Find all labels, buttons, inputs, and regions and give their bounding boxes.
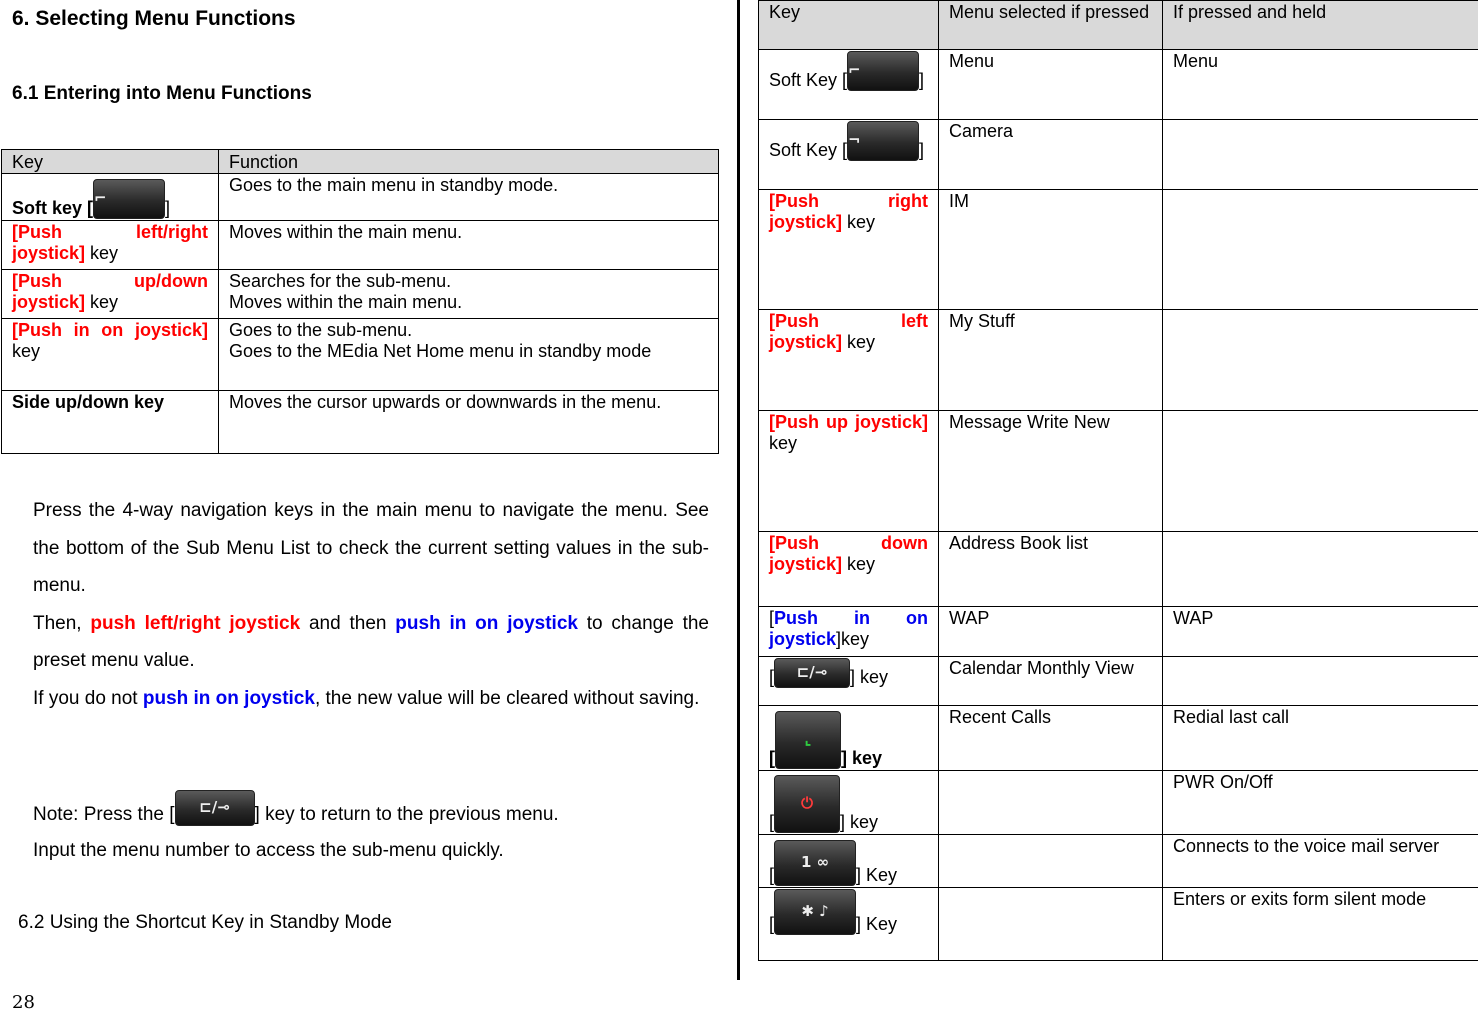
held-cell: [1163, 657, 1478, 706]
held-cell: [1163, 120, 1478, 190]
menu-cell: Camera: [939, 120, 1163, 190]
function-cell: Searches for the sub-menu. Moves within the main menu.: [219, 270, 719, 319]
soft-key-left-icon: ⌐: [847, 51, 919, 91]
header-menu: Menu selected if pressed: [939, 1, 1163, 50]
soft-key-right-icon: ¬: [847, 121, 919, 161]
key-cell: [Push up/down joystick] key: [2, 270, 219, 319]
header-held: If pressed and held: [1163, 1, 1478, 50]
key-cell: [Push up joystick] key: [759, 411, 939, 532]
star-key-icon: ✱ ♪: [774, 889, 856, 935]
menu-cell: [939, 888, 1163, 961]
table-row: [2, 391, 719, 454]
key-cell: [Push in on joystick]key: [759, 607, 939, 657]
end-key-icon: ⏻: [774, 775, 840, 833]
key-cell: [Push right joystick] key: [759, 190, 939, 310]
held-cell: [1163, 310, 1478, 411]
menu-cell: Menu: [939, 50, 1163, 120]
key-cell: [ 1 ∞ ] Key: [759, 835, 939, 888]
table-header-row: [2, 150, 719, 174]
table-row: [759, 190, 1478, 310]
key-cell: [ ✱ ♪ ] Key: [759, 888, 939, 961]
header-key: Key: [759, 1, 939, 50]
held-cell: Connects to the voice mail server: [1163, 835, 1478, 888]
table-row: [759, 835, 1478, 888]
table-row: [759, 888, 1478, 961]
table-row: [759, 771, 1478, 835]
held-cell: PWR On/Off: [1163, 771, 1478, 835]
function-cell: Goes to the sub-menu. Goes to the MEdia Net Home menu in standby mode: [219, 319, 719, 391]
key-cell: [Push down joystick] key: [759, 532, 939, 607]
table-row: [759, 310, 1478, 411]
function-cell: Goes to the main menu in standby mode.: [219, 174, 719, 221]
menu-cell: Message Write New: [939, 411, 1163, 532]
held-cell: [1163, 190, 1478, 310]
held-cell: Menu: [1163, 50, 1478, 120]
key-cell: Soft Key [ ⌐ ]: [759, 50, 939, 120]
page-number: 28: [12, 992, 35, 1012]
table-row: [759, 706, 1478, 771]
table-row: [2, 319, 719, 391]
key-cell: [ ⏻ ] key: [759, 771, 939, 835]
header-key: Key: [2, 150, 219, 174]
menu-cell: [939, 835, 1163, 888]
table-row: [759, 411, 1478, 532]
key-cell: Soft Key [ ¬ ]: [759, 120, 939, 190]
note-line-2: Input the menu number to access the sub-menu quickly.: [33, 840, 504, 861]
note-line: Note: Press the [ ⊏/⊸ ] key to return to the previous menu.: [33, 790, 559, 826]
clear-back-key-icon: ⊏/⊸: [774, 658, 850, 688]
table-row: [2, 174, 719, 221]
clear-back-key-icon: ⊏/⊸: [175, 790, 255, 826]
menu-cell: WAP: [939, 607, 1163, 657]
one-voicemail-key-icon: 1 ∞: [774, 840, 856, 886]
column-divider: [737, 0, 740, 980]
held-cell: [1163, 411, 1478, 532]
table-row: [759, 50, 1478, 120]
key-cell: [Push left/right joystick] key: [2, 221, 219, 270]
key-function-table: [1, 149, 719, 454]
held-cell: [1163, 532, 1478, 607]
menu-cell: Calendar Monthly View: [939, 657, 1163, 706]
menu-cell: Address Book list: [939, 532, 1163, 607]
page-title: 6. Selecting Menu Functions: [12, 7, 296, 30]
function-cell: Moves the cursor upwards or downwards in the menu.: [219, 391, 719, 454]
key-cell: [ ⌞ ] key: [759, 706, 939, 771]
table-row: [759, 532, 1478, 607]
menu-cell: IM: [939, 190, 1163, 310]
key-cell: Side up/down key: [2, 391, 219, 454]
section-heading: 6.1 Entering into Menu Functions: [12, 83, 312, 104]
key-cell: [ ⊏/⊸ ] key: [759, 657, 939, 706]
section-heading-2: 6.2 Using the Shortcut Key in Standby Mode: [18, 912, 392, 933]
instruction-paragraph: Press the 4-way navigation keys in the main menu to navigate the menu. See the bottom of the Sub Menu List to check the current setting values in the sub-menu. Then, push left/right joystick and then push in on joystick to change the preset menu value. If you do not push in on joystick, the new value will be cleared without saving.: [33, 500, 709, 709]
table-row: [2, 221, 719, 270]
header-function: Function: [219, 150, 719, 174]
table-row: [759, 657, 1478, 706]
key-cell: [Push in on joystick] key: [2, 319, 219, 391]
send-key-icon: ⌞: [775, 711, 841, 769]
menu-cell: [939, 771, 1163, 835]
menu-cell: Recent Calls: [939, 706, 1163, 771]
held-cell: Enters or exits form silent mode: [1163, 888, 1478, 961]
shortcut-key-table: [758, 0, 1478, 961]
held-cell: Redial last call: [1163, 706, 1478, 771]
table-header-row: [759, 1, 1478, 50]
soft-key-left-icon: ⌐: [93, 179, 165, 219]
key-cell: [Push left joystick] key: [759, 310, 939, 411]
function-cell: Moves within the main menu.: [219, 221, 719, 270]
table-row: [2, 270, 719, 319]
held-cell: WAP: [1163, 607, 1478, 657]
table-row: [759, 607, 1478, 657]
table-row: [759, 120, 1478, 190]
key-cell: Soft key [ ⌐ ]: [2, 174, 219, 221]
menu-cell: My Stuff: [939, 310, 1163, 411]
